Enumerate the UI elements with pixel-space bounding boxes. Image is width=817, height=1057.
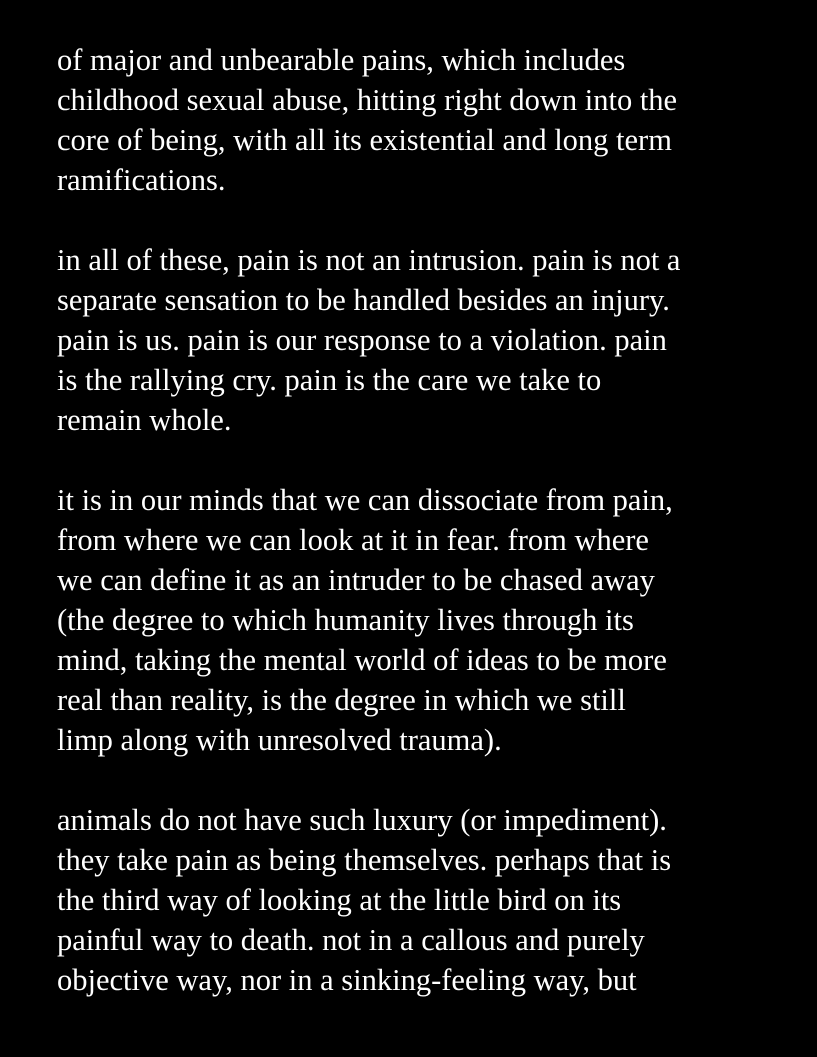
text-line: it is in our minds that we can dissociate from pain, — [57, 483, 673, 517]
text-line: ramifications. — [57, 163, 226, 197]
text-line: mind, taking the mental world of ideas to be more — [57, 643, 667, 677]
text-line: (the degree to which humanity lives through its — [57, 603, 634, 637]
text-line: limp along with unresolved trauma). — [57, 723, 502, 757]
text-line: they take pain as being themselves. perhaps that is — [57, 843, 672, 877]
paragraph-1 — [57, 40, 797, 200]
text-line: pain is us. pain is our response to a violation. pain — [57, 323, 667, 357]
text-line: core of being, with all its existential and long term — [57, 123, 672, 157]
text-line: in all of these, pain is not an intrusion. pain is not a — [57, 243, 681, 277]
text-line: of major and unbearable pains, which includes — [57, 43, 626, 77]
text-line: objective way, nor in a sinking-feeling way, but — [57, 963, 637, 997]
text-line: we can define it as an intruder to be chased away — [57, 563, 655, 597]
text-line: childhood sexual abuse, hitting right down into the — [57, 83, 678, 117]
text-line: separate sensation to be handled besides an injury. — [57, 283, 670, 317]
body-text — [57, 40, 797, 1040]
paragraph-3 — [57, 480, 797, 760]
text-line: real than reality, is the degree in which we still — [57, 683, 626, 717]
text-line: painful way to death. not in a callous and purely — [57, 923, 645, 957]
text-line: is the rallying cry. pain is the care we take to — [57, 363, 602, 397]
text-line: the third way of looking at the little bird on its — [57, 883, 622, 917]
text-line: animals do not have such luxury (or impediment). — [57, 803, 667, 837]
paragraph-2 — [57, 240, 797, 440]
text-line: remain whole. — [57, 403, 232, 437]
text-line: from where we can look at it in fear. from where — [57, 523, 649, 557]
paragraph-4 — [57, 800, 797, 1000]
